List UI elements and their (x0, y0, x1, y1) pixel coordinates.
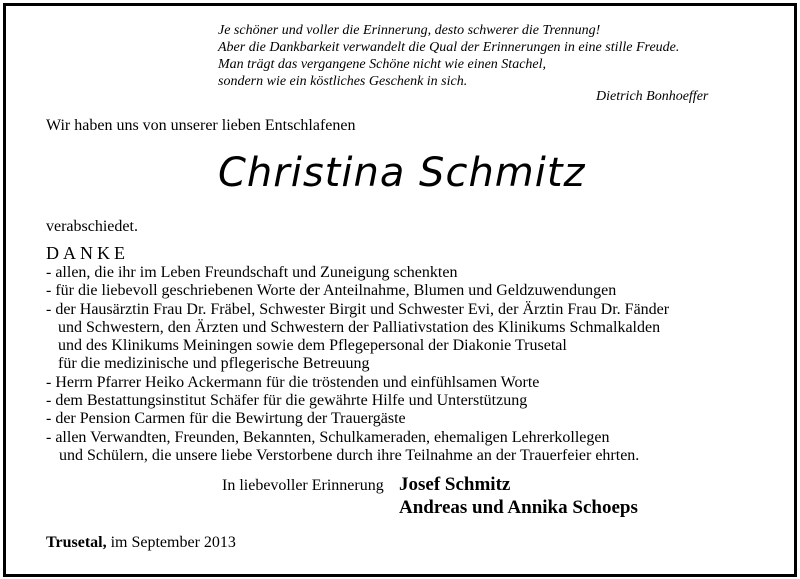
place-town: Trusetal, (46, 534, 107, 551)
thanks-item: - allen Verwandten, Freunden, Bekannten, Schulkameraden, ehemaligen Lehrerkollegen (46, 428, 610, 446)
place-date-text: im September 2013 (110, 534, 236, 551)
quote-line: Man trägt das vergangene Schöne nicht wie einen Stachel, (218, 57, 547, 72)
thanks-item-continuation: und des Klinikums Meiningen sowie dem Pflegepersonal der Diakonie Trusetal (58, 337, 567, 355)
quote-block (218, 22, 758, 90)
farewell-text: verabschiedet. (46, 218, 138, 235)
thanks-item: - allen, die ihr im Leben Freundschaft und Zuneigung schenkten (46, 264, 458, 281)
deceased-name: Christina Schmitz (218, 150, 586, 196)
thanks-item: - der Hausärztin Frau Dr. Fräbel, Schwester Birgit und Schwester Evi, der Ärztin Frau Dr. Fänder (46, 300, 670, 318)
thanks-item-continuation: und Schülern, die unsere liebe Verstorbene durch ihre Teilnahme an der Trauerfeier ehrten. (59, 446, 640, 464)
thanks-list (46, 264, 766, 465)
quote-line: sondern wie ein köstliches Geschenk in sich. (218, 74, 468, 89)
quote-line: Aber die Dankbarkeit verwandelt die Qual der Erinnerungen in eine stille Freude. (218, 40, 680, 55)
thanks-item: - dem Bestattungsinstitut Schäfer für die gewährte Hilfe und Unterstützung (46, 392, 528, 410)
quote-author: Dietrich Bonhoeffer (596, 89, 709, 104)
thanks-item: - für die liebevoll geschriebenen Worte der Anteilnahme, Blumen und Geldzuwendungen (46, 282, 617, 300)
signer-name: Andreas und Annika Schoeps (399, 497, 638, 518)
thanks-heading: DANKE (46, 243, 129, 263)
intro-text: Wir haben uns von unserer lieben Entschlafenen (46, 117, 356, 134)
quote-line: Je schöner und voller die Erinnerung, desto schwerer die Trennung! (218, 23, 601, 38)
signer-name: Josef Schmitz (399, 474, 511, 495)
thanks-item: - Herrn Pfarrer Heiko Ackermann für die tröstenden und einfühlsamen Worte (46, 373, 540, 391)
place-date (46, 534, 236, 552)
thanks-item: - der Pension Carmen für die Bewirtung der Trauergäste (46, 410, 406, 428)
thanks-item-continuation: und Schwestern, den Ärzten und Schwestern der Palliativstation des Klinikums Schmalkalden (58, 318, 661, 336)
memory-text: In liebevoller Erinnerung (222, 477, 384, 494)
thanks-item-continuation: für die medizinische und pflegerische Betreuung (58, 355, 370, 373)
